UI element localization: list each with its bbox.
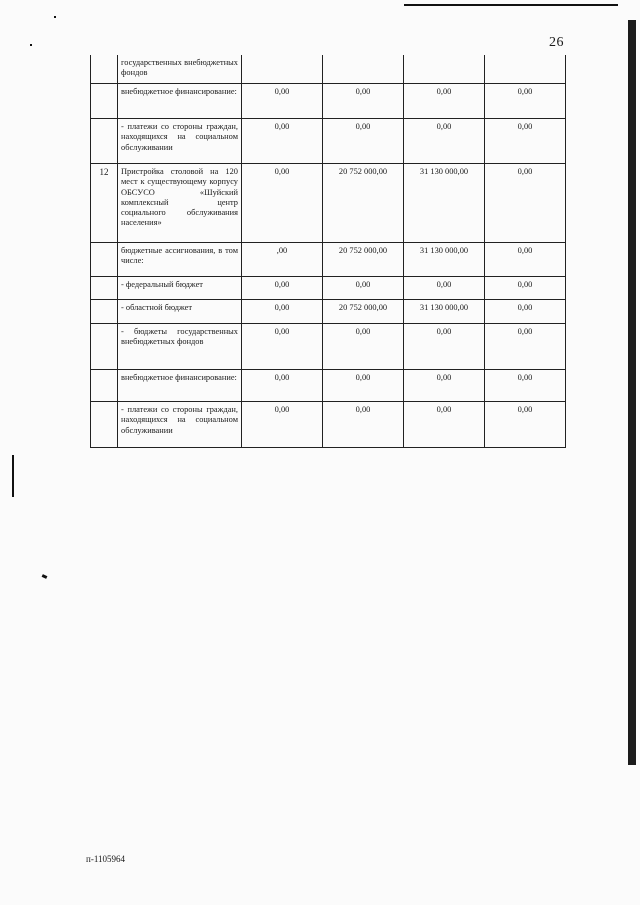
row-number-cell — [91, 370, 118, 402]
amount-cell: 20 752 000,00 — [323, 243, 404, 277]
amount-cell: 0,00 — [485, 119, 566, 164]
scan-dot-1 — [54, 16, 56, 18]
table-row — [91, 84, 566, 119]
scan-top-right-line — [404, 4, 618, 6]
budget-table-body — [91, 55, 566, 448]
amount-cell: 0,00 — [323, 324, 404, 370]
amount-cell — [485, 55, 566, 84]
table-row — [91, 55, 566, 84]
amount-cell: 0,00 — [485, 324, 566, 370]
amount-cell: 0,00 — [323, 84, 404, 119]
amount-cell: 0,00 — [323, 402, 404, 448]
budget-table — [90, 55, 566, 448]
description-cell: бюджетные ассигнования, в том числе: — [118, 243, 242, 277]
scan-left-mark — [12, 455, 14, 497]
amount-cell — [404, 55, 485, 84]
scan-right-edge-bar — [628, 20, 636, 765]
amount-cell: 20 752 000,00 — [323, 300, 404, 324]
amount-cell: 0,00 — [404, 84, 485, 119]
amount-cell: 31 130 000,00 — [404, 164, 485, 243]
description-cell: внебюджетное финансирование: — [118, 84, 242, 119]
description-cell: - областной бюджет — [118, 300, 242, 324]
description-cell: - федеральный бюджет — [118, 277, 242, 300]
description-cell: внебюджетное финансирование: — [118, 370, 242, 402]
description-cell: государственных внебюджетных фондов — [118, 55, 242, 84]
table-row — [91, 370, 566, 402]
amount-cell: 0,00 — [404, 277, 485, 300]
amount-cell: 20 752 000,00 — [323, 164, 404, 243]
row-number-cell — [91, 84, 118, 119]
table-row — [91, 164, 566, 243]
table-row — [91, 300, 566, 324]
row-number-cell — [91, 300, 118, 324]
row-number-cell — [91, 277, 118, 300]
table-row — [91, 324, 566, 370]
amount-cell: 0,00 — [485, 402, 566, 448]
amount-cell: 0,00 — [404, 402, 485, 448]
amount-cell: 31 130 000,00 — [404, 300, 485, 324]
amount-cell: 0,00 — [242, 370, 323, 402]
description-cell: Пристройка столовой на 120 мест к существующему корпусу ОБСУСО «Шуйский комплексный центр социального обслуживания населения» — [118, 164, 242, 243]
amount-cell: 0,00 — [242, 119, 323, 164]
amount-cell: 0,00 — [242, 164, 323, 243]
amount-cell: 0,00 — [485, 84, 566, 119]
table-row — [91, 402, 566, 448]
description-cell: - платежи со стороны граждан, находящихся на социальном обслуживании — [118, 402, 242, 448]
row-number-cell — [91, 55, 118, 84]
amount-cell: 0,00 — [485, 164, 566, 243]
amount-cell: 0,00 — [404, 119, 485, 164]
page-number: 26 — [549, 35, 564, 50]
amount-cell: 0,00 — [323, 277, 404, 300]
amount-cell: 0,00 — [323, 119, 404, 164]
description-cell: - бюджеты государственных внебюджетных фондов — [118, 324, 242, 370]
amount-cell: 0,00 — [404, 324, 485, 370]
amount-cell: 0,00 — [485, 277, 566, 300]
amount-cell: 0,00 — [242, 84, 323, 119]
row-number-cell: 12 — [91, 164, 118, 243]
table-row — [91, 277, 566, 300]
amount-cell — [323, 55, 404, 84]
amount-cell: 0,00 — [323, 370, 404, 402]
amount-cell: 0,00 — [485, 243, 566, 277]
amount-cell: 0,00 — [242, 324, 323, 370]
amount-cell — [242, 55, 323, 84]
document-id: п-1105964 — [86, 854, 125, 864]
row-number-cell — [91, 402, 118, 448]
row-number-cell — [91, 243, 118, 277]
table-row — [91, 243, 566, 277]
amount-cell: 0,00 — [242, 402, 323, 448]
amount-cell: 0,00 — [485, 370, 566, 402]
amount-cell: ,00 — [242, 243, 323, 277]
scan-dash — [42, 574, 48, 579]
amount-cell: 0,00 — [242, 277, 323, 300]
description-cell: - платежи со стороны граждан, находящихся на социальном обслуживании — [118, 119, 242, 164]
amount-cell: 0,00 — [242, 300, 323, 324]
table-row — [91, 119, 566, 164]
amount-cell: 0,00 — [485, 300, 566, 324]
row-number-cell — [91, 324, 118, 370]
amount-cell: 0,00 — [404, 370, 485, 402]
scan-dot-2 — [30, 44, 32, 46]
amount-cell: 31 130 000,00 — [404, 243, 485, 277]
row-number-cell — [91, 119, 118, 164]
